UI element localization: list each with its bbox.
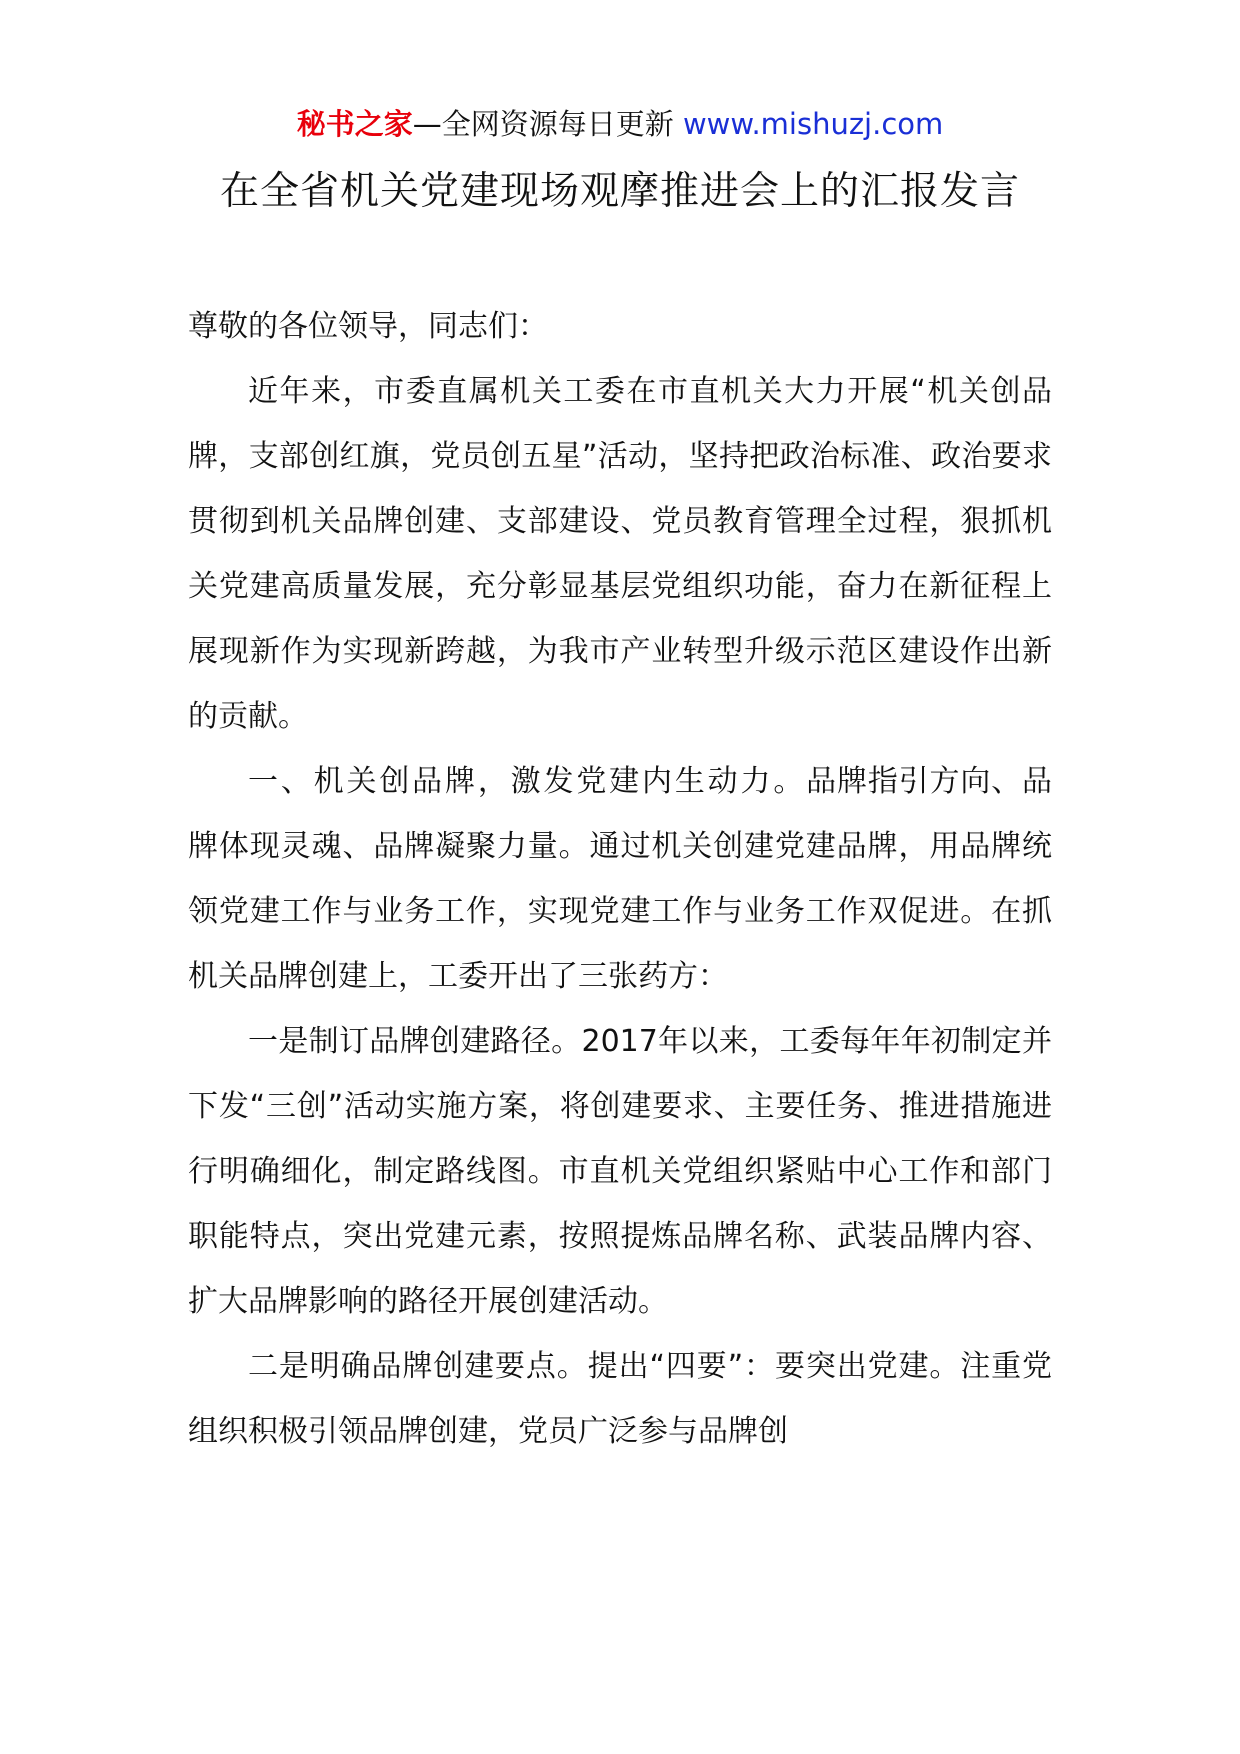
intro-paragraph: 近年来，市委直属机关工委在市直机关大力开展“机关创品牌，支部创红旗，党员创五星”活动，坚持把政治标准、政治要求贯彻到机关品牌创建、支部建设、党员教育管理全过程，狠抓机关党建高质量发展，充分彰显基层党组织功能，奋力在新征程上展现新作为实现新跨越，为我市产业转型升级示范区建设作出新的贡献。 (188, 374, 1052, 734)
brand-tagline: —全网资源每日更新 (412, 107, 674, 141)
site-url-link[interactable]: www.mishuzj.com (682, 107, 944, 141)
point-2-paragraph: 二是明确品牌创建要点。提出“四要”：要突出党建。注重党组织积极引领品牌创建，党员广泛参与品牌创 (188, 1349, 1052, 1449)
section-1-heading: 一、机关创品牌，激发党建内生动力。 (248, 764, 807, 799)
document-title: 在全省机关党建现场观摩推进会上的汇报发言 (219, 169, 1020, 214)
section-1-paragraph (188, 749, 1052, 1009)
document-body (188, 294, 1052, 1464)
point-1-paragraph: 一是制订品牌创建路径。2017年以来，工委每年年初制定并下发“三创”活动实施方案，将创建要求、主要任务、推进措施进行明确细化，制定路线图。市直机关党组织紧贴中心工作和部门职能特点，突出党建元素，按照提炼品牌名称、武装品牌内容、扩大品牌影响的路径开展创建活动。 (188, 1024, 1052, 1319)
salutation: 尊敬的各位领导，同志们： (188, 309, 548, 344)
brand-name: 秘书之家 (296, 107, 413, 141)
site-banner (0, 102, 1240, 146)
section-1-text: 品牌指引方向、品牌体现灵魂、品牌凝聚力量。通过机关创建党建品牌，用品牌统领党建工作与业务工作，实现党建工作与业务工作双促进。在抓机关品牌创建上，工委开出了三张药方： (188, 764, 1053, 994)
